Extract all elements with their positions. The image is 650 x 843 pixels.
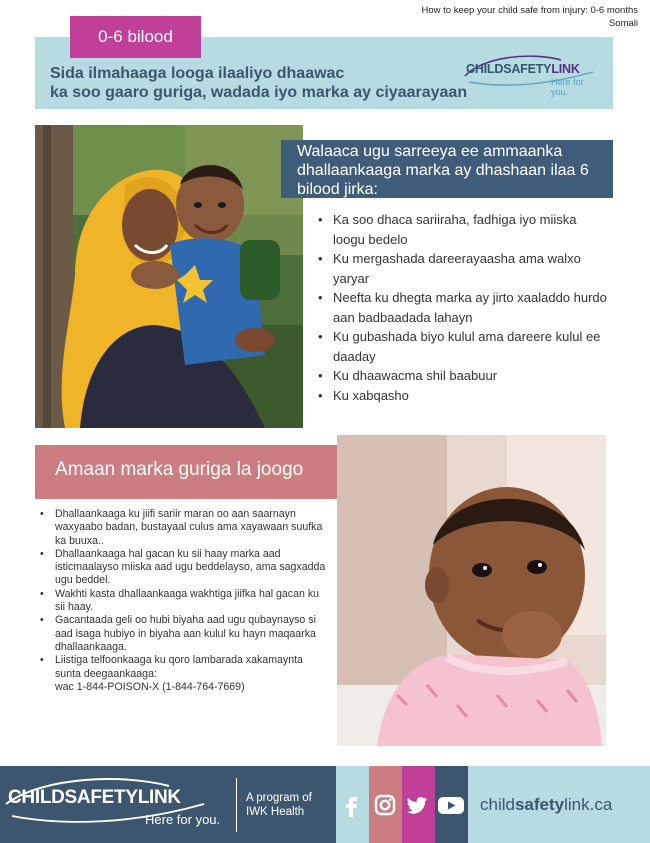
poison-control-number: wac 1-844-POISON-X (1-844-764-7669) bbox=[55, 680, 245, 693]
poison-control-text: Liistiga telfoonkaaga ku qoro lambarada xakamaynta sunta deegaankaaga: bbox=[55, 654, 303, 680]
list-item bbox=[40, 654, 330, 694]
footer-logo-wordmark: CHILDSAFETYLINK bbox=[8, 787, 181, 808]
list-item: • Dhallaankaaga ku jiifi sariir maran oo aan saarnayn waxyaabo badan, bustayaal culus ama xayawaan suufka ka buuxa.. bbox=[40, 508, 330, 548]
list-item: • Ku dhaawacma shil baabuur bbox=[318, 366, 610, 386]
dangers-list bbox=[318, 210, 610, 405]
baby-photo bbox=[337, 435, 606, 746]
list-item: • Neefta ku dhegta marka ay jirto xaaladdo hurdo aan badbaadada lahayn bbox=[318, 288, 610, 327]
facebook-icon[interactable] bbox=[340, 793, 364, 817]
safe-home-heading: Amaan marka guriga la joogo bbox=[35, 445, 353, 499]
age-tag: 0-6 bilood bbox=[70, 16, 201, 58]
list-item: • Ku xabqasho bbox=[318, 386, 610, 406]
twitter-icon[interactable] bbox=[405, 793, 429, 817]
safe-home-list bbox=[40, 508, 330, 694]
list-item: • Ku gubashada biyo kulul ama dareere kulul ee daaday bbox=[318, 327, 610, 366]
list-item: • Ku mergashada dareerayaasha ama walxo yaryar bbox=[318, 249, 610, 288]
footer bbox=[0, 766, 650, 843]
list-item: • Dhallaankaaga hal gacan ku sii haay marka aad isticmaalayso miiska aad ugu beddelayso, ama sagxadda ugu beddel. bbox=[40, 548, 330, 588]
subtitle-line: How to keep your child safe from injury: 0-6 months bbox=[421, 5, 638, 16]
title-line-2: ka soo gaaro guriga, wadada iyo marka ay ciyaarayaan bbox=[50, 84, 468, 101]
document-subtitle bbox=[422, 4, 638, 30]
list-item: • Ka soo dhaca sariiraha, fadhiga iyo miiska loogu bedelo bbox=[318, 210, 610, 249]
mother-and-baby-photo bbox=[35, 125, 303, 428]
list-item: • Gacantaada geli oo hubi biyaha aad ugu qubaynayso si aad isaga hubiyo in biyaha aan kulul ku hayn maqaarka dhallaankaaga. bbox=[40, 614, 330, 654]
program-credit: A program of IWK Health bbox=[246, 792, 312, 818]
footer-divider bbox=[236, 778, 237, 832]
logo-tagline: Here for you. bbox=[551, 77, 584, 97]
youtube-icon[interactable] bbox=[437, 793, 465, 817]
instagram-icon[interactable] bbox=[373, 793, 397, 817]
dangers-heading: Walaaca ugu sarreeya ee ammaanka dhallaankaaga marka ay dhashaan ilaa 6 bilood jirka: bbox=[281, 140, 613, 198]
title-line-1: Sida ilmahaaga looga ilaaliyo dhaawac bbox=[50, 65, 345, 82]
footer-logo-tagline: Here for you. bbox=[145, 812, 221, 827]
language-label: Somali bbox=[608, 18, 638, 29]
page-title bbox=[50, 64, 470, 102]
list-item: • Wakhti kasta dhallaankaaga wakhtiga jiifka hal gacan ku sii haay. bbox=[40, 588, 330, 615]
logo-wordmark: CHILDSAFETYLINK bbox=[466, 62, 580, 76]
childsafetylink-logo bbox=[463, 52, 603, 97]
website-link[interactable]: childsafetylink.ca bbox=[480, 795, 613, 814]
